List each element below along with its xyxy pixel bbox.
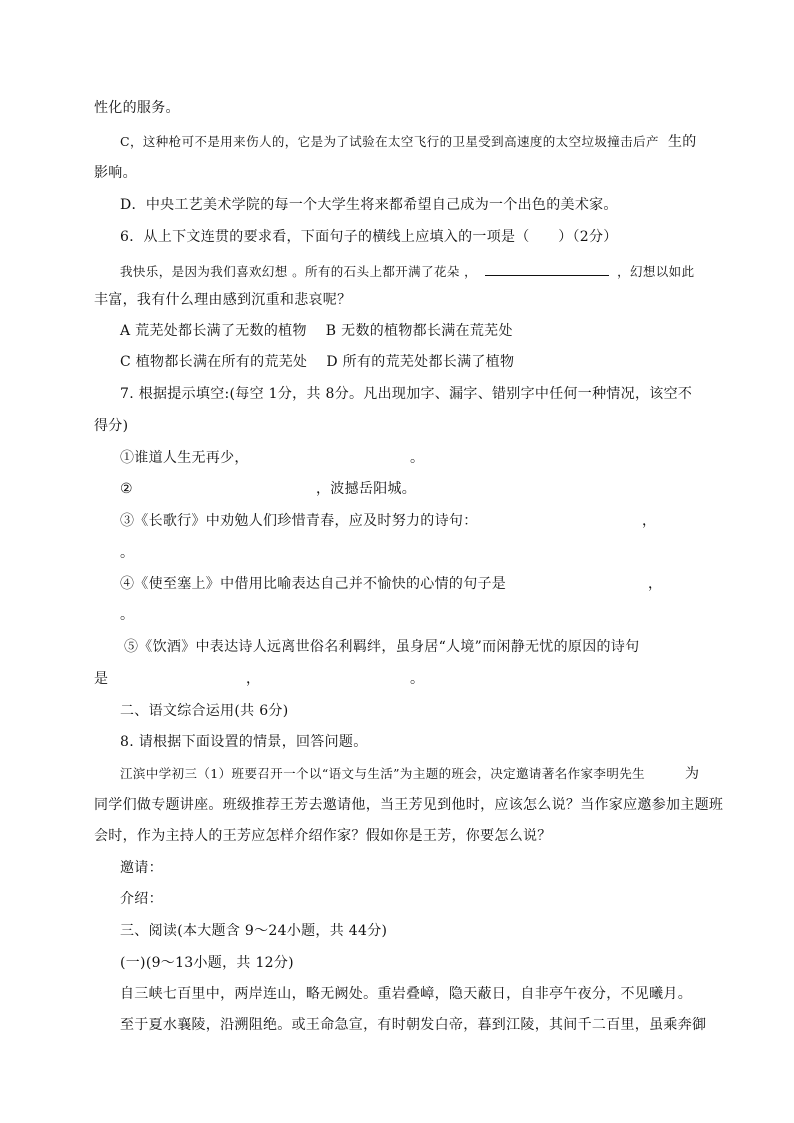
punctuation: ， [642,513,657,529]
poem-item-1: ①谁道人生无再少， [120,450,249,466]
question-7: 7. 根据提示填空:(每空 1分，共 8分。凡出现加字、漏字、错别字中任何一种情况，该空不 [120,386,693,402]
text-line: ，波撼岳阳城。 [316,481,417,497]
passage-line: 至于夏水襄陵，沿溯阻绝。或王命急宣，有时朝发白帝，暮到江陵，其间千二百里，虽乘奔御 [120,1017,707,1033]
answer-blank [485,261,609,276]
punctuation: ， [648,576,663,592]
poem-item-4: ④《使至塞上》中借用比喻表达自己并不愉快的心情的句子是 [120,576,507,592]
text-line: 同学们做专题讲座。班级推荐王芳去邀请他，当王芳见到他时，应该怎么说？当作家应邀参加主题班 [94,797,724,813]
text-line: 为 [685,766,700,782]
section-2-heading: 二、语文综合运用(共 6分) [120,703,289,719]
poem-item-2: ② [120,481,133,497]
text-line: 得分) [94,418,129,434]
option-d: D．中央工艺美术学院的每一个大学生将来都希望自己成为一个出色的美术家。 [120,197,618,213]
question-8-scenario: 江滨中学初三（1）班要召开一个以“语文与生活”为主题的班会，决定邀请著名作家李明先生 [120,766,646,781]
option-c: C，这种枪可不是用来伤人的，它是为了试验在太空飞行的卫星受到高速度的太空垃圾撞击后产 [120,134,659,149]
invitation-label: 邀请： [120,860,163,876]
punctuation: 。 [120,607,135,623]
question-6-sentence: 我快乐，是因为我们喜欢幻想 。所有的石头上都开满了花朵 ， ，幻想以如此 [120,261,694,281]
text-line: 是 [94,671,109,687]
punctuation: 。 [120,545,135,561]
punctuation: ， [246,671,261,687]
introduction-label: 介绍： [120,891,163,907]
options-ab: A 荒芜处都长满了无数的植物 B 无数的植物都长满在荒芜处 [120,323,513,339]
question-6: 6．从上下文连贯的要求看，下面句子的横线上应填入的一项是（ ）（2分） [120,229,618,245]
text-line: 丰富，我有什么理由感到沉重和悲哀呢？ [94,292,352,308]
text-line: 生的 [668,134,697,150]
poem-item-5: ⑤《饮酒》中表达诗人远离世俗名利羁绊，虽身居“人境”而闲静无忧的原因的诗句 [124,639,640,655]
section-3-heading: 三、阅读(本大题含 9～24小题，共 44分) [120,923,388,939]
text-line: 性化的服务。 [94,100,180,116]
question-8: 8. 请根据下面设置的情景，回答问题。 [120,734,368,750]
options-cd: C 植物都长满在所有的荒芜处 D 所有的荒芜处都长满了植物 [120,354,515,370]
punctuation: 。 [410,450,425,466]
poem-item-3: ③《长歌行》中劝勉人们珍惜青春，应及时努力的诗句： [120,513,478,529]
passage-line: 自三峡七百里中，两岸连山，略无阙处。重岩叠嶂，隐天蔽日，自非亭午夜分，不见曦月。 [120,986,692,1002]
punctuation: 。 [410,671,425,687]
subsection-heading: (一)(9～13小题，共 12分) [120,955,294,971]
text-line: 会时，作为主持人的王芳应怎样介绍作家？假如你是王芳，你要怎么说？ [94,828,552,844]
text-line: 影响。 [94,165,137,181]
